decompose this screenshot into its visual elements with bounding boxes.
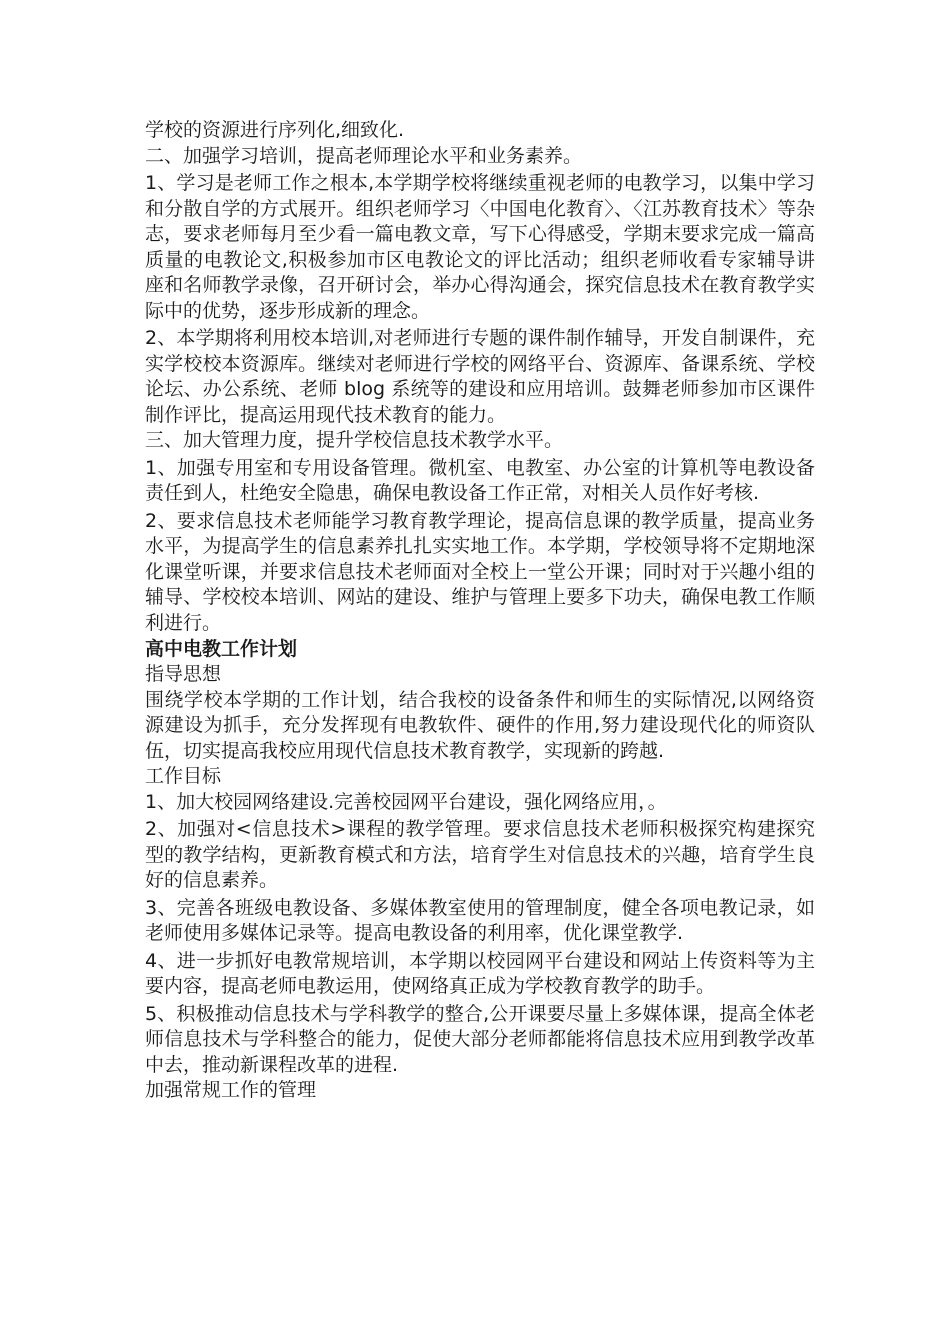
document-page [145,118,815,1104]
list-item: 2、加强对<信息技术>课程的教学管理。要求信息技术老师积极探究构建探究型的教学结构，更新教育模式和方法，培育学生对信息技术的兴趣，培育学生良好的信息素养。 [145,818,815,891]
paragraph: 2、要求信息技术老师能学习教育教学理论，提高信息课的教学质量，提高业务水平，为提高学生的信息素养扎扎实实地工作。本学期，学校领导将不定期地深化课堂听课，并要求信息技术老师面对全校上一堂公开课；同时对于兴趣小组的辅导、学校校本培训、网站的建设、维护与管理上要多下功夫，确保电教工作顺利进行。 [145,509,815,634]
section-heading-2: 二、加强学习培训，提高老师理论水平和业务素养。 [145,144,583,167]
paragraph: 学校的资源进行序列化,细致化. [145,119,405,141]
paragraph: 1、加强专用室和专用设备管理。微机室、电教室、办公室的计算机等电教设备责任到人，杜绝安全隐患，确保电教设备工作正常，对相关人员作好考核. [145,456,815,504]
subheading-routine-management: 加强常规工作的管理 [145,1079,317,1101]
list-item: 4、进一步抓好电教常规培训，本学期以校园网平台建设和网站上传资料等为主要内容，提高老师电教运用，使网络真正成为学校教育教学的助手。 [145,949,815,997]
list-item: 3、完善各班级电教设备、多媒体教室使用的管理制度，健全各项电教记录，如老师使用多媒体记录等。提高电教设备的利用率，优化课堂教学. [145,896,815,944]
section-heading-3: 三、加大管理力度，提升学校信息技术教学水平。 [145,429,564,451]
paragraph: 围绕学校本学期的工作计划，结合我校的设备条件和师生的实际情况,以网络资源建设为抓手，充分发挥现有电教软件、硬件的作用,努力建设现代化的师资队伍，切实提高我校应用现代信息技术教育教学，实现新的跨越. [145,688,815,762]
document-title: 高中电教工作计划 [145,638,298,660]
subheading-work-goals: 工作目标 [145,765,222,787]
paragraph: 2、本学期将利用校本培训,对老师进行专题的课件制作辅导，开发自制课件，充实学校校本资源库。继续对老师进行学校的网络平台、资源库、备课系统、学校论坛、办公系统、老师 blog 系统等的建设和应用培训。鼓舞老师参加市区课件制作评比，提高运用现代技术教育的能力。 [145,327,815,426]
paragraph: 1、学习是老师工作之根本,本学期学校将继续重视老师的电教学习，以集中学习和分散自学的方式展开。组织老师学习〈中国电化教育〉、〈江苏教育技术〉等杂志，要求老师每月至少看一篇电教文章，写下心得感受，学期末要求完成一篇高质量的电教论文,积极参加市区电教论文的评比活动；组织老师收看专家辅导讲座和名师教学录像，召开研讨会，举办心得沟通会，探究信息技术在教育教学实际中的优势，逐步形成新的理念。 [145,172,815,322]
subheading-guiding-idea: 指导思想 [145,663,222,685]
list-item: 5、积极推动信息技术与学科教学的整合,公开课要尽量上多媒体课，提高全体老师信息技术与学科整合的能力，促使大部分老师都能将信息技术应用到教学改革中去，推动新课程改革的进程. [145,1002,815,1076]
list-item: 1、加大校园网络建设.完善校园网平台建设，强化网络应用，。 [145,790,667,813]
